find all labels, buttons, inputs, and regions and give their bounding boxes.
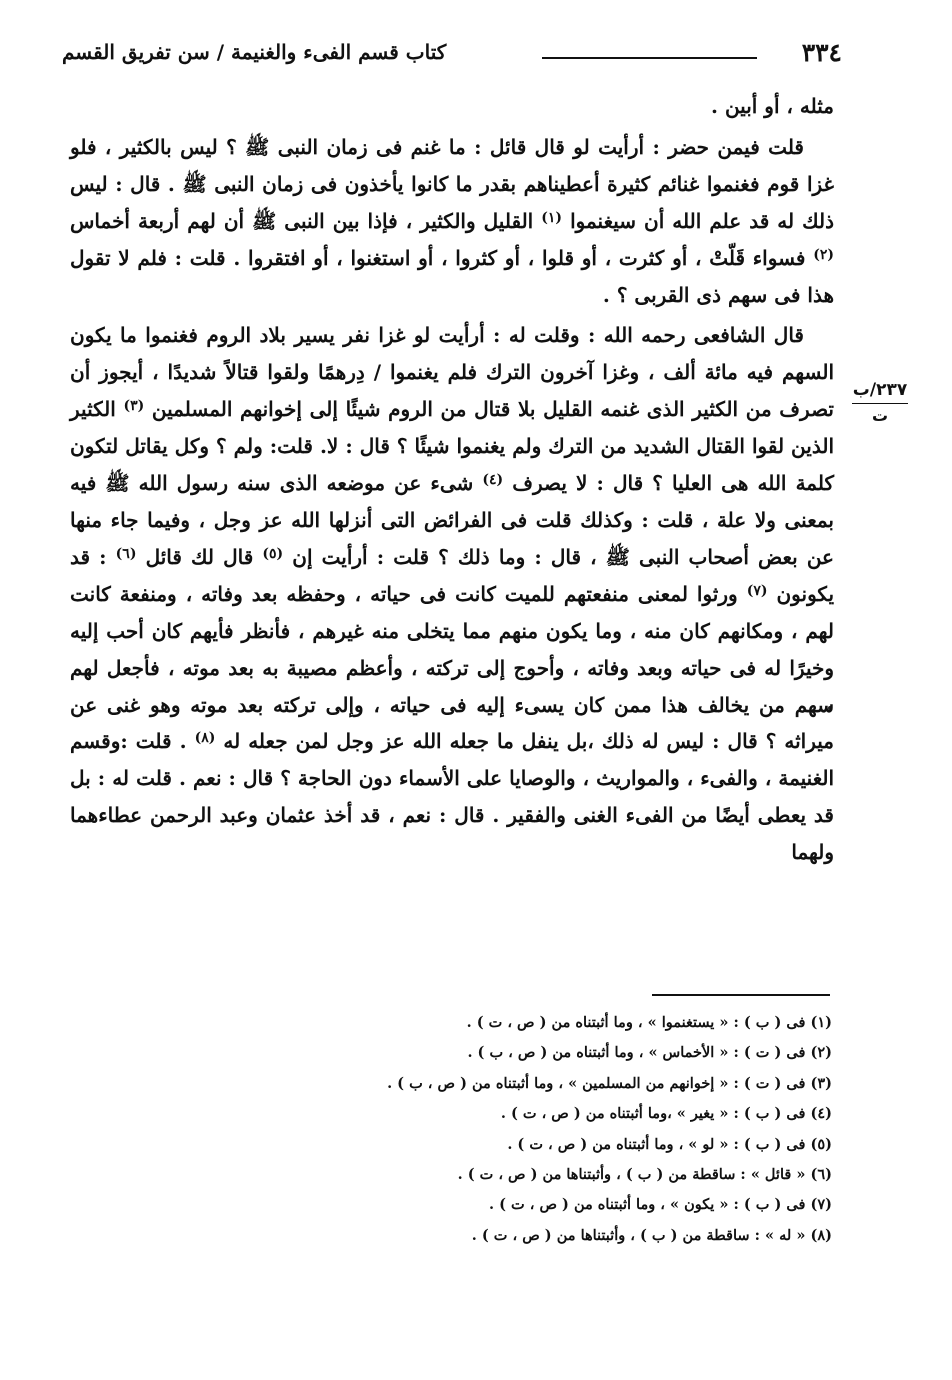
paragraph-3-text-d: قال لك قائل xyxy=(145,544,254,569)
paragraph-3-text-a: رحمه الله : وقلت له : أرأيت لو غزا نفر يسير بلاد الروم فغنموا ما يكون السهم فيه مائة ألف ، وغزا آخرون الترك فلم يغنموا / دِرهمًا ولقوا قتالاً شديدًا ، أيجوز أن تصرف من الكثير الذى غنمه القليل بلا قتال من الروم شيئًا إلى إخوانهم المسلمين xyxy=(70,323,835,422)
footnote-separator xyxy=(652,994,830,996)
margin-manuscript-note xyxy=(852,380,908,425)
speaker-name: قال الشافعى xyxy=(693,323,804,348)
paragraph-3-text-c: شىء عن موضعه الذى سنه رسول الله ﷺ فيه بمعنى ولا علة ، قلت : وكذلك قلت فى الفرائض التى أنزلها الله عز وجل ، وفيما جاء منها عن بعض أصحاب النبى ﷺ ، قال : وما ذلك ؟ قلت : أرأيت إن xyxy=(70,471,834,569)
margin-note-siglum: ت xyxy=(871,406,889,425)
footnote-ref-3: (٣) xyxy=(123,398,145,415)
footnote-1: (١) فى ( ب ) : « يستغنموا » ، وما أثبتناه من ( ص ، ت ) . xyxy=(466,1014,832,1031)
header-rule xyxy=(542,57,757,59)
footnote-5: (٥) فى ( ب ) : « لو » ، وما أثبتناه من ( ص ، ت ) . xyxy=(507,1135,832,1153)
running-title: كتاب قسم الفىء والغنيمة / سن تفريق القسم xyxy=(62,40,447,64)
footnote-ref-6: (٦) xyxy=(115,545,137,562)
paragraph-2-text-b: القليل والكثير ، فإذا بين النبى ﷺ أن لهم أربعة أخماس xyxy=(70,208,534,233)
paragraph-3-text-b: الكثير الذين لقوا القتال الشديد من الترك ولم يغنموا شيئًا ؟ قال : لا. قلت: ولم ؟ وكل يقاتل لتكون كلمة الله هى العليا ؟ قال : لا يصرف xyxy=(70,397,834,496)
paragraph-2 xyxy=(70,129,834,314)
footnote-ref-2: (٢) xyxy=(813,246,834,263)
footnote-2: (٢) فى ( ت ) : « الأخماس » ، وما أثبتناه من ( ص ، ب ) . xyxy=(467,1044,832,1062)
paragraph-3-text-f: ورثوا لمعنى منفعتهم للميت كانت فى حياته ، وحفظه بعد وفاته ، ومنفعة كانت لهم ، ومكانهم كان منه ، وما يكون منهم مما يتخلى منه غيرهم ، فأنظر فأيهم كان أحب إليه وخيرًا له فى حياته وبعد وفاته ، وأحوج إلى تركته ، وأعظم مصيبة به بعد موته ، فأجعل لهم سهم من يخالف هذا ممن كان يسىء إليه فى حياته ، وإلى تركته بعد موته وهو غنى عن ميراثه ؟ قال : ليس له ذلك ،بل ينفل ما جعله الله عز وجل لمن جعله له xyxy=(70,581,834,754)
paragraph-3-text-e: : قد يكونون xyxy=(70,544,835,606)
paragraph-1: مثله ، أو أبين . xyxy=(711,94,834,118)
paragraph-2-text-a: قلت فيمن حضر : أرأيت لو قال قائل : ما غنم فى زمان النبى ﷺ ؟ ليس بالكثير ، فلو غزا قوم فغنموا غنائم كثيرة أعطيناهم بقدر ما كانوا يأخذون فى زمان النبى ﷺ . قال : ليس ذلك له قد علم الله أن سيغنموا xyxy=(70,134,834,233)
main-text xyxy=(70,88,834,875)
footnote-6: (٦) « قائل » : ساقطة من ( ب ) ، وأثبتناها من ( ص ، ت ) . xyxy=(457,1166,832,1184)
footnote-ref-8: (٨) xyxy=(194,730,216,747)
page-number: ٣٣٤ xyxy=(801,38,842,67)
paragraph-2-text-c: فسواء قَلّتْ ، أو كثرت ، أو قلوا ، أو كثروا ، أو استغنوا ، أو افتقروا . قلت : فلم لا تقول هذا فى سهم ذى القربى ؟ . xyxy=(70,245,834,307)
footnotes xyxy=(260,1008,832,1251)
paragraph-3-text-g: . قلت :وقسم الغنيمة ، والفىء ، والمواريث ، والوصايا على الأسماء دون الحاجة ؟ قال : نعم . قلت له : بل قد يعطى أيضًا من الفىء الغنى والفقير . قال : نعم ، قد أخذ عثمان وعبد الرحمن عطاءهما ولهما xyxy=(70,729,834,865)
footnote-4: (٤) فى ( ب ) : « يغير » ،وما أثبتناه من ( ص ، ت ) . xyxy=(500,1105,832,1123)
footnote-ref-7: (٧) xyxy=(746,582,768,599)
page-header xyxy=(62,38,842,78)
footnote-8: (٨) « له » : ساقطة من ( ب ) ، وأثبتناها من ( ص ، ت ) . xyxy=(471,1226,832,1244)
footnote-3: (٣) فى ( ت ) : « إخوانهم من المسلمين » ، وما أثبتناه من ( ص ، ب ) . xyxy=(387,1074,832,1092)
margin-note-folio: ٢٣٧/ب xyxy=(852,380,908,404)
footnote-7: (٧) فى ( ب ) : « يكون » ، وما أثبتناه من ( ص ، ت ) . xyxy=(489,1196,832,1214)
paragraph-3 xyxy=(70,317,834,871)
footnote-ref-4: (٤) xyxy=(482,472,504,489)
footnote-ref-1: (١) xyxy=(541,209,563,226)
footnote-ref-5: (٥) xyxy=(262,545,284,562)
